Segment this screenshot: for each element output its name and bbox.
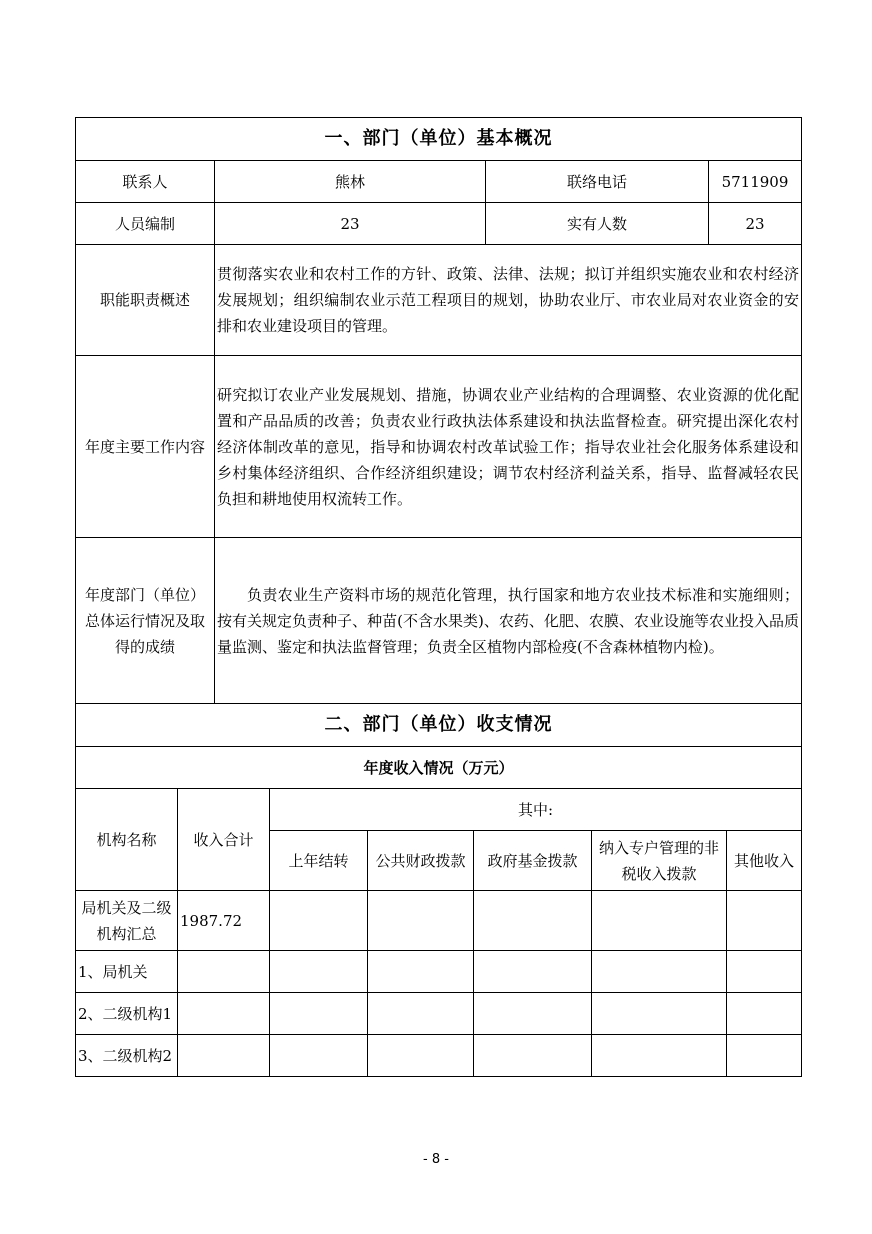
staff-quota-value: 23 — [215, 203, 486, 245]
row-carryover — [270, 891, 368, 951]
row-name: 3、二级机构2 — [76, 1035, 178, 1077]
row-special-nontax — [592, 993, 727, 1035]
row-special-nontax — [592, 891, 727, 951]
row-name: 1、局机关 — [76, 951, 178, 993]
header-gov-fund: 政府基金拨款 — [474, 831, 592, 891]
row-other — [727, 891, 802, 951]
header-other: 其他收入 — [727, 831, 802, 891]
staff-quota-label: 人员编制 — [76, 203, 215, 245]
row-carryover — [270, 993, 368, 1035]
results-text: 负责农业生产资料市场的规范化管理，执行国家和地方农业技术标准和实施细则；按有关规定负责种子、种苗(不含水果类)、农药、化肥、农膜、农业设施等农业投入品质量监测、鉴定和执法监督管理；负责全区植物内部检疫(不含森林植物内检)。 — [215, 538, 802, 704]
row-total — [178, 951, 270, 993]
actual-staff-value: 23 — [709, 203, 802, 245]
row-other — [727, 993, 802, 1035]
row-other — [727, 1035, 802, 1077]
row-name: 2、二级机构1 — [76, 993, 178, 1035]
row-public-finance — [368, 993, 474, 1035]
income-table — [75, 788, 802, 1077]
row-name: 局机关及二级机构汇总 — [76, 891, 178, 951]
row-public-finance — [368, 891, 474, 951]
basic-info-table — [75, 117, 802, 789]
row-total — [178, 993, 270, 1035]
row-gov-fund — [474, 1035, 592, 1077]
row-carryover — [270, 1035, 368, 1077]
header-total: 收入合计 — [178, 789, 270, 891]
income-title: 年度收入情况（万元） — [76, 747, 802, 789]
work-label: 年度主要工作内容 — [76, 356, 215, 538]
row-total — [178, 1035, 270, 1077]
row-gov-fund — [474, 891, 592, 951]
results-label: 年度部门（单位）总体运行情况及取得的成绩 — [76, 538, 215, 704]
contact-label: 联系人 — [76, 161, 215, 203]
phone-label: 联络电话 — [486, 161, 709, 203]
duties-text: 贯彻落实农业和农村工作的方针、政策、法律、法规；拟订并组织实施农业和农村经济发展规划；组织编制农业示范工程项目的规划，协助农业厅、市农业局对农业资金的安排和农业建设项目的管理。 — [215, 245, 802, 356]
row-other — [727, 951, 802, 993]
row-gov-fund — [474, 951, 592, 993]
table-row — [76, 993, 802, 1035]
table-row — [76, 891, 802, 951]
phone-value: 5711909 — [709, 161, 802, 203]
section2-title: 二、部门（单位）收支情况 — [76, 704, 802, 747]
header-public-finance: 公共财政拨款 — [368, 831, 474, 891]
duties-label: 职能职责概述 — [76, 245, 215, 356]
header-special-nontax: 纳入专户管理的非税收入拨款 — [592, 831, 727, 891]
row-carryover — [270, 951, 368, 993]
form-page — [75, 117, 801, 1077]
row-special-nontax — [592, 951, 727, 993]
header-carryover: 上年结转 — [270, 831, 368, 891]
table-row — [76, 951, 802, 993]
row-total: 1987.72 — [178, 891, 270, 951]
row-special-nontax — [592, 1035, 727, 1077]
actual-staff-label: 实有人数 — [486, 203, 709, 245]
contact-value: 熊林 — [215, 161, 486, 203]
section1-title: 一、部门（单位）基本概况 — [76, 118, 802, 161]
row-gov-fund — [474, 993, 592, 1035]
table-row — [76, 1035, 802, 1077]
header-among: 其中: — [270, 789, 802, 831]
row-public-finance — [368, 951, 474, 993]
work-text: 研究拟订农业产业发展规划、措施，协调农业产业结构的合理调整、农业资源的优化配置和产品品质的改善；负责农业行政执法体系建设和执法监督检查。研究提出深化农村经济体制改革的意见，指导和协调农村改革试验工作；指导农业社会化服务体系建设和乡村集体经济组织、合作经济组织建设；调节农村经济利益关系，指导、监督减轻农民负担和耕地使用权流转工作。 — [215, 356, 802, 538]
header-org-name: 机构名称 — [76, 789, 178, 891]
page-number: - 8 - — [423, 1152, 449, 1167]
row-public-finance — [368, 1035, 474, 1077]
